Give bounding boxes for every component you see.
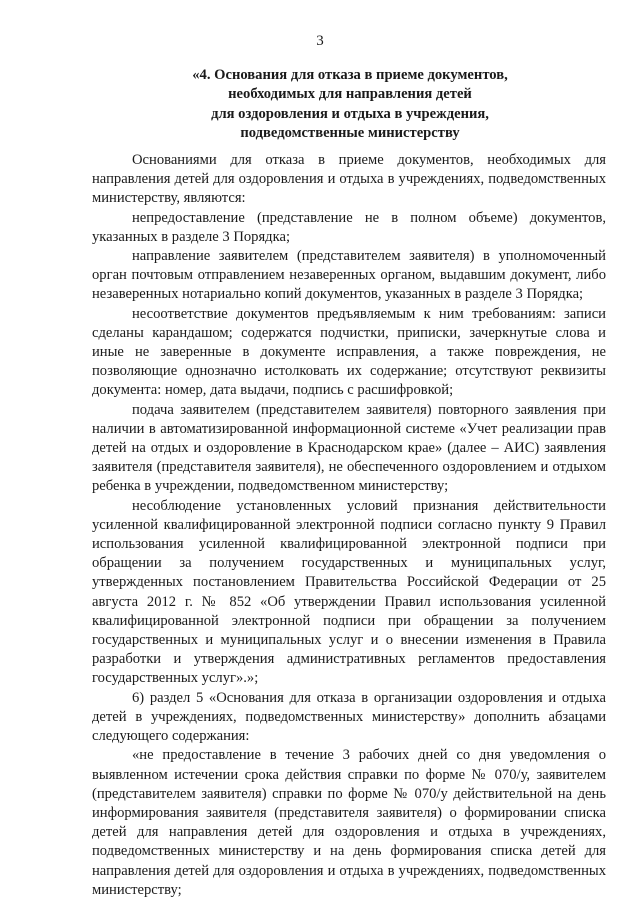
- body-paragraph: направление заявителем (представителем заявителя) в уполномоченный орган почтовым отправлением незаверенных органом, выдавшим документ, либо незаверенных нотариально копий документов, указанных в разделе 3 Порядка;: [92, 248, 606, 303]
- heading-line: для оздоровления и отдыха в учреждения,: [211, 105, 489, 122]
- heading-line: необходимых для направления детей: [228, 86, 472, 103]
- page-number: 3: [316, 33, 324, 49]
- body-paragraph: Основаниями для отказа в приеме документов, необходимых для направления детей для оздоровления и отдыха в учреждениях, подведомственных министерству, являются:: [92, 152, 606, 207]
- body-paragraph: непредоставление (представление не в полном объеме) документов, указанных в разделе 3 Порядка;: [92, 209, 606, 245]
- body-paragraph: 6) раздел 5 «Основания для отказа в организации оздоровления и отдыха детей в учреждениях, подведомственных министерству» дополнить абзацами следующего содержания:: [92, 689, 606, 745]
- heading-line: «4. Основания для отказа в приеме документов,: [192, 67, 508, 83]
- heading-line: подведомственные министерству: [240, 125, 460, 142]
- section-heading: [100, 66, 600, 144]
- body-paragraph: подача заявителем (представителем заявителя) повторного заявления при наличии в автоматизированной информационной системе «Учет реализации прав детей на отдых и оздоровление в Краснодарском крае» (далее – АИС) заявления заявителя (представителя заявителя), не обеспеченного оздоровлением и отдыхом ребенка в учреждении, подведомственном министерству;: [92, 401, 606, 495]
- body-paragraph: несоблюдение установленных условий признания действительности усиленной квалифицированной электронной подписи согласно пункту 9 Правил использования усиленной квалифицированной электронной подписи при обращении за получением государственных и муниципальных услуг, утвержденных постановлением Правительства Российской Федерации от 25 августа 2012 г. № 852 «Об утверждении Правил использования усиленной квалифицированной электронной подписи при обращении за получением государственных и муниципальных услуг и о внесении изменения в Правила разработки и утверждения административных регламентов предоставления государственных услуг».»;: [92, 497, 606, 687]
- body-paragraph: несоответствие документов предъявляемым к ним требованиям: записи сделаны карандашом; содержатся подчистки, приписки, зачеркнутые слова и иные не заверенные в документе исправления, а также повреждения, не позволяющие однозначно истолковать их содержание; отсутствуют реквизиты документа: номер, дата выдачи, подпись с расшифровкой;: [92, 305, 606, 399]
- document-body: [92, 151, 606, 900]
- body-paragraph: «не предоставление в течение 3 рабочих дней со дня уведомления о выявленном истечении срока действия справки по форме № 070/у, заявителем (представителем заявителя) справки по форме № 070/у действительной на день информирования заявителя (представителя заявителя) о формировании списка детей для направления детей для оздоровления и отдыха в учреждениях, подведомственных министерству и на день формирования списка детей для направления детей для оздоровления и отдыха в учреждениях, подведомственных министерству;: [92, 747, 606, 898]
